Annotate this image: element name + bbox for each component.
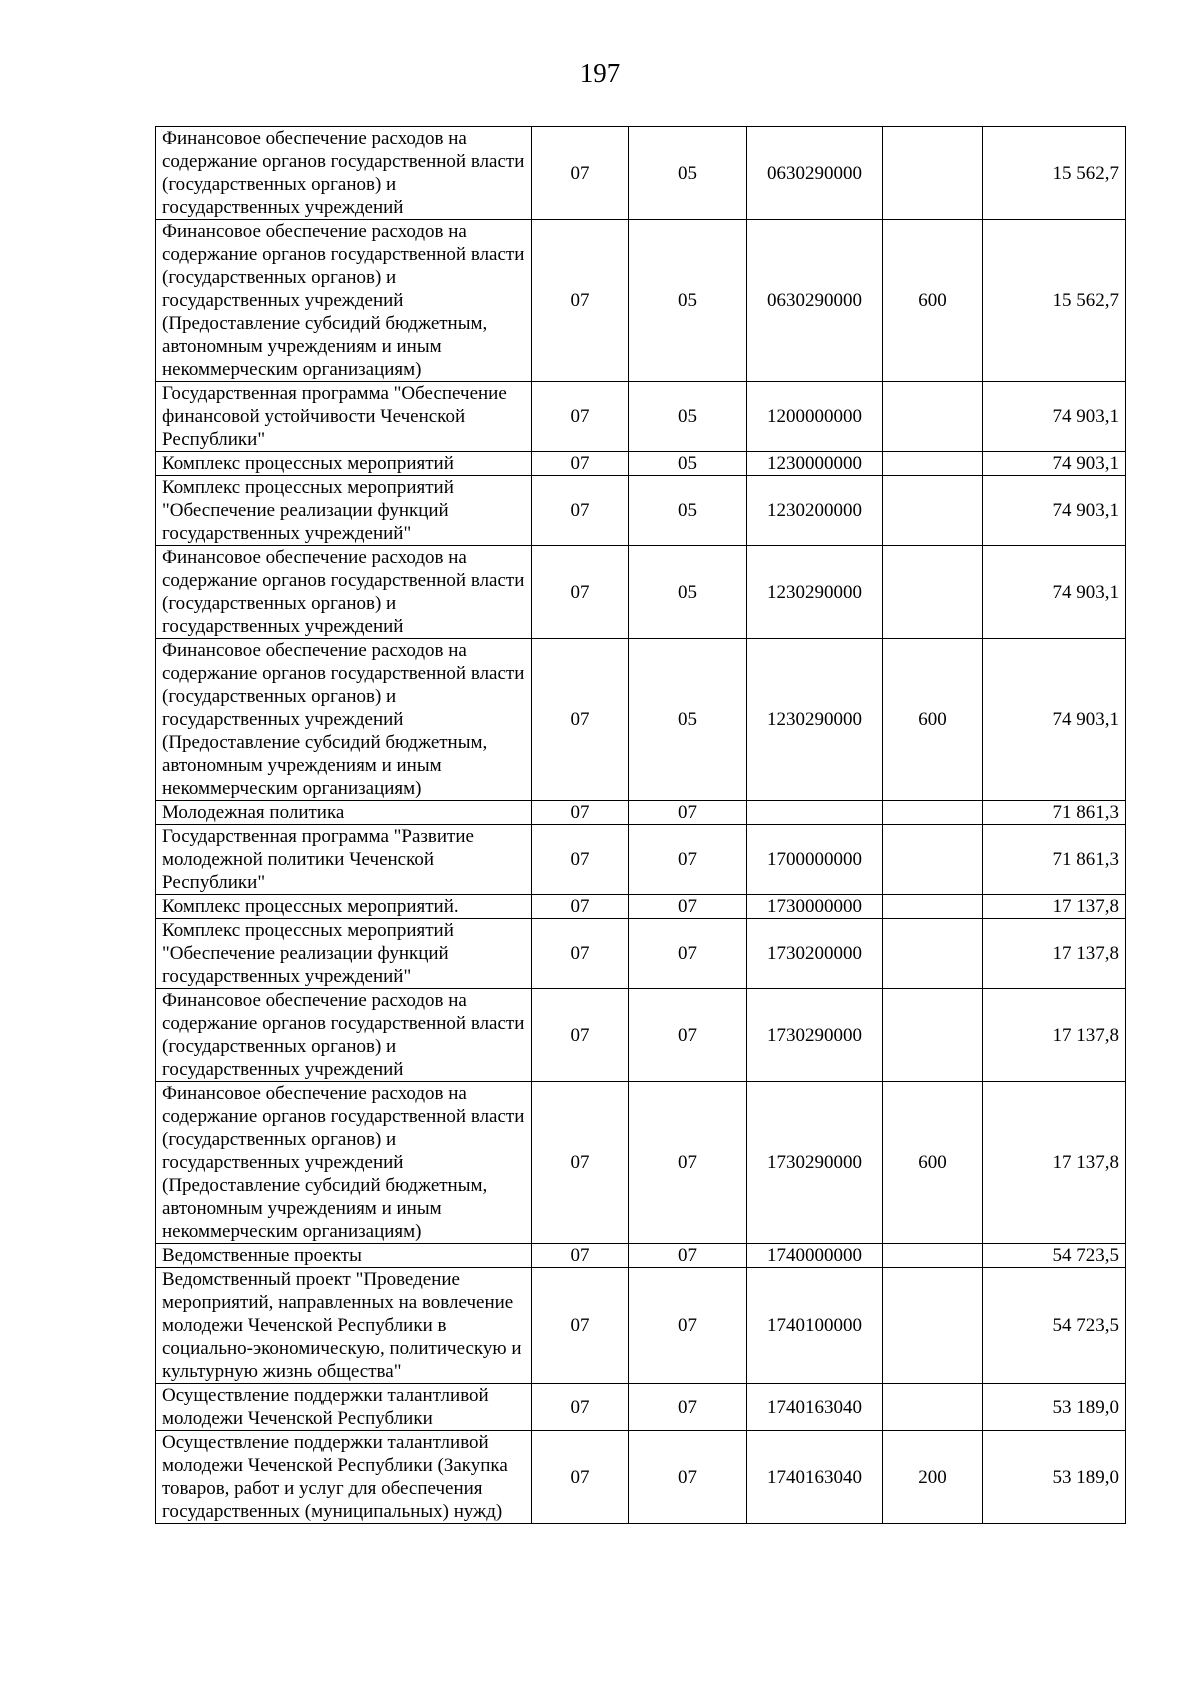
subsection-code-cell: 05 [629,452,747,476]
table-row [156,639,1126,801]
amount-cell: 71 861,3 [983,801,1126,825]
target-article-cell: 1730290000 [747,989,883,1082]
expense-name-cell: Комплекс процессных мероприятий [156,452,532,476]
expense-type-cell [883,895,983,919]
target-article-cell: 1740163040 [747,1384,883,1431]
expense-type-cell [883,1244,983,1268]
subsection-code-cell: 05 [629,220,747,382]
target-article-cell: 1740163040 [747,1431,883,1524]
amount-cell: 17 137,8 [983,919,1126,989]
amount-cell: 74 903,1 [983,546,1126,639]
expense-type-cell: 600 [883,639,983,801]
table-row [156,452,1126,476]
table-row [156,825,1126,895]
subsection-code-cell: 07 [629,801,747,825]
section-code-cell: 07 [532,476,629,546]
amount-cell: 74 903,1 [983,639,1126,801]
expense-name-cell: Финансовое обеспечение расходов на содержание органов государственной власти (государственных органов) и государственных учреждений (Предоставление субсидий бюджетным, автономным учреждениям и иным некоммерческим организациям) [156,639,532,801]
target-article-cell: 0630290000 [747,127,883,220]
budget-table-body [156,127,1126,1524]
amount-cell: 74 903,1 [983,382,1126,452]
amount-cell: 17 137,8 [983,895,1126,919]
subsection-code-cell: 07 [629,1384,747,1431]
section-code-cell: 07 [532,919,629,989]
target-article-cell: 1740000000 [747,1244,883,1268]
section-code-cell: 07 [532,546,629,639]
expense-name-cell: Финансовое обеспечение расходов на содержание органов государственной власти (государственных органов) и государственных учреждений (Предоставление субсидий бюджетным, автономным учреждениям и иным некоммерческим организациям) [156,220,532,382]
target-article-cell: 1230000000 [747,452,883,476]
table-row [156,382,1126,452]
expense-name-cell: Финансовое обеспечение расходов на содержание органов государственной власти (государственных органов) и государственных учреждений [156,127,532,220]
table-row [156,919,1126,989]
subsection-code-cell: 05 [629,127,747,220]
page-number: 197 [579,58,621,88]
section-code-cell: 07 [532,1244,629,1268]
amount-cell: 17 137,8 [983,989,1126,1082]
expense-name-cell: Осуществление поддержки талантливой молодежи Чеченской Республики (Закупка товаров, работ и услуг для обеспечения государственных (муниципальных) нужд) [156,1431,532,1524]
amount-cell: 54 723,5 [983,1268,1126,1384]
expense-name-cell: Комплекс процессных мероприятий "Обеспечение реализации функций государственных учреждений" [156,919,532,989]
amount-cell: 71 861,3 [983,825,1126,895]
expense-type-cell [883,127,983,220]
expense-name-cell: Молодежная политика [156,801,532,825]
expense-type-cell [883,546,983,639]
target-article-cell: 1200000000 [747,382,883,452]
expense-name-cell: Комплекс процессных мероприятий. [156,895,532,919]
expense-name-cell: Осуществление поддержки талантливой молодежи Чеченской Республики [156,1384,532,1431]
expense-name-cell: Ведомственный проект "Проведение мероприятий, направленных на вовлечение молодежи Чеченской Республики в социально-экономическую, политическую и культурную жизнь общества" [156,1268,532,1384]
expense-name-cell: Комплекс процессных мероприятий "Обеспечение реализации функций государственных учреждений" [156,476,532,546]
expense-type-cell [883,825,983,895]
expense-type-cell [883,476,983,546]
amount-cell: 53 189,0 [983,1384,1126,1431]
target-article-cell: 1730290000 [747,1082,883,1244]
target-article-cell: 0630290000 [747,220,883,382]
target-article-cell: 1230290000 [747,639,883,801]
table-row [156,127,1126,220]
expense-type-cell [883,801,983,825]
amount-cell: 54 723,5 [983,1244,1126,1268]
table-row [156,1244,1126,1268]
subsection-code-cell: 07 [629,1244,747,1268]
table-row [156,1431,1126,1524]
target-article-cell: 1730000000 [747,895,883,919]
table-row [156,989,1126,1082]
expense-type-cell [883,919,983,989]
subsection-code-cell: 07 [629,1268,747,1384]
expense-name-cell: Финансовое обеспечение расходов на содержание органов государственной власти (государственных органов) и государственных учреждений [156,989,532,1082]
subsection-code-cell: 05 [629,382,747,452]
section-code-cell: 07 [532,382,629,452]
amount-cell: 53 189,0 [983,1431,1126,1524]
target-article-cell: 1230200000 [747,476,883,546]
table-row [156,801,1126,825]
target-article-cell: 1730200000 [747,919,883,989]
expense-type-cell [883,989,983,1082]
target-article-cell: 1740100000 [747,1268,883,1384]
subsection-code-cell: 05 [629,639,747,801]
expense-type-cell: 600 [883,220,983,382]
table-row [156,220,1126,382]
section-code-cell: 07 [532,1268,629,1384]
expense-name-cell: Государственная программа "Обеспечение финансовой устойчивости Чеченской Республики" [156,382,532,452]
expense-type-cell: 200 [883,1431,983,1524]
section-code-cell: 07 [532,801,629,825]
expense-type-cell [883,382,983,452]
section-code-cell: 07 [532,1431,629,1524]
section-code-cell: 07 [532,639,629,801]
subsection-code-cell: 05 [629,546,747,639]
expense-name-cell: Ведомственные проекты [156,1244,532,1268]
amount-cell: 15 562,7 [983,127,1126,220]
amount-cell: 15 562,7 [983,220,1126,382]
subsection-code-cell: 07 [629,989,747,1082]
section-code-cell: 07 [532,825,629,895]
table-row [156,1384,1126,1431]
section-code-cell: 07 [532,1384,629,1431]
expense-type-cell [883,452,983,476]
expense-type-cell [883,1268,983,1384]
table-row [156,1268,1126,1384]
expense-name-cell: Финансовое обеспечение расходов на содержание органов государственной власти (государственных органов) и государственных учреждений (Предоставление субсидий бюджетным, автономным учреждениям и иным некоммерческим организациям) [156,1082,532,1244]
section-code-cell: 07 [532,127,629,220]
subsection-code-cell: 05 [629,476,747,546]
amount-cell: 17 137,8 [983,1082,1126,1244]
expense-name-cell: Финансовое обеспечение расходов на содержание органов государственной власти (государственных органов) и государственных учреждений [156,546,532,639]
table-row [156,546,1126,639]
table-row [156,895,1126,919]
subsection-code-cell: 07 [629,1082,747,1244]
section-code-cell: 07 [532,220,629,382]
subsection-code-cell: 07 [629,895,747,919]
section-code-cell: 07 [532,1082,629,1244]
table-row [156,476,1126,546]
expense-name-cell: Государственная программа "Развитие молодежной политики Чеченской Республики" [156,825,532,895]
amount-cell: 74 903,1 [983,452,1126,476]
section-code-cell: 07 [532,895,629,919]
target-article-cell: 1700000000 [747,825,883,895]
section-code-cell: 07 [532,989,629,1082]
subsection-code-cell: 07 [629,1431,747,1524]
subsection-code-cell: 07 [629,919,747,989]
target-article-cell: 1230290000 [747,546,883,639]
subsection-code-cell: 07 [629,825,747,895]
expense-type-cell: 600 [883,1082,983,1244]
budget-table [155,126,1126,1524]
expense-type-cell [883,1384,983,1431]
amount-cell: 74 903,1 [983,476,1126,546]
table-row [156,1082,1126,1244]
section-code-cell: 07 [532,452,629,476]
target-article-cell [747,801,883,825]
